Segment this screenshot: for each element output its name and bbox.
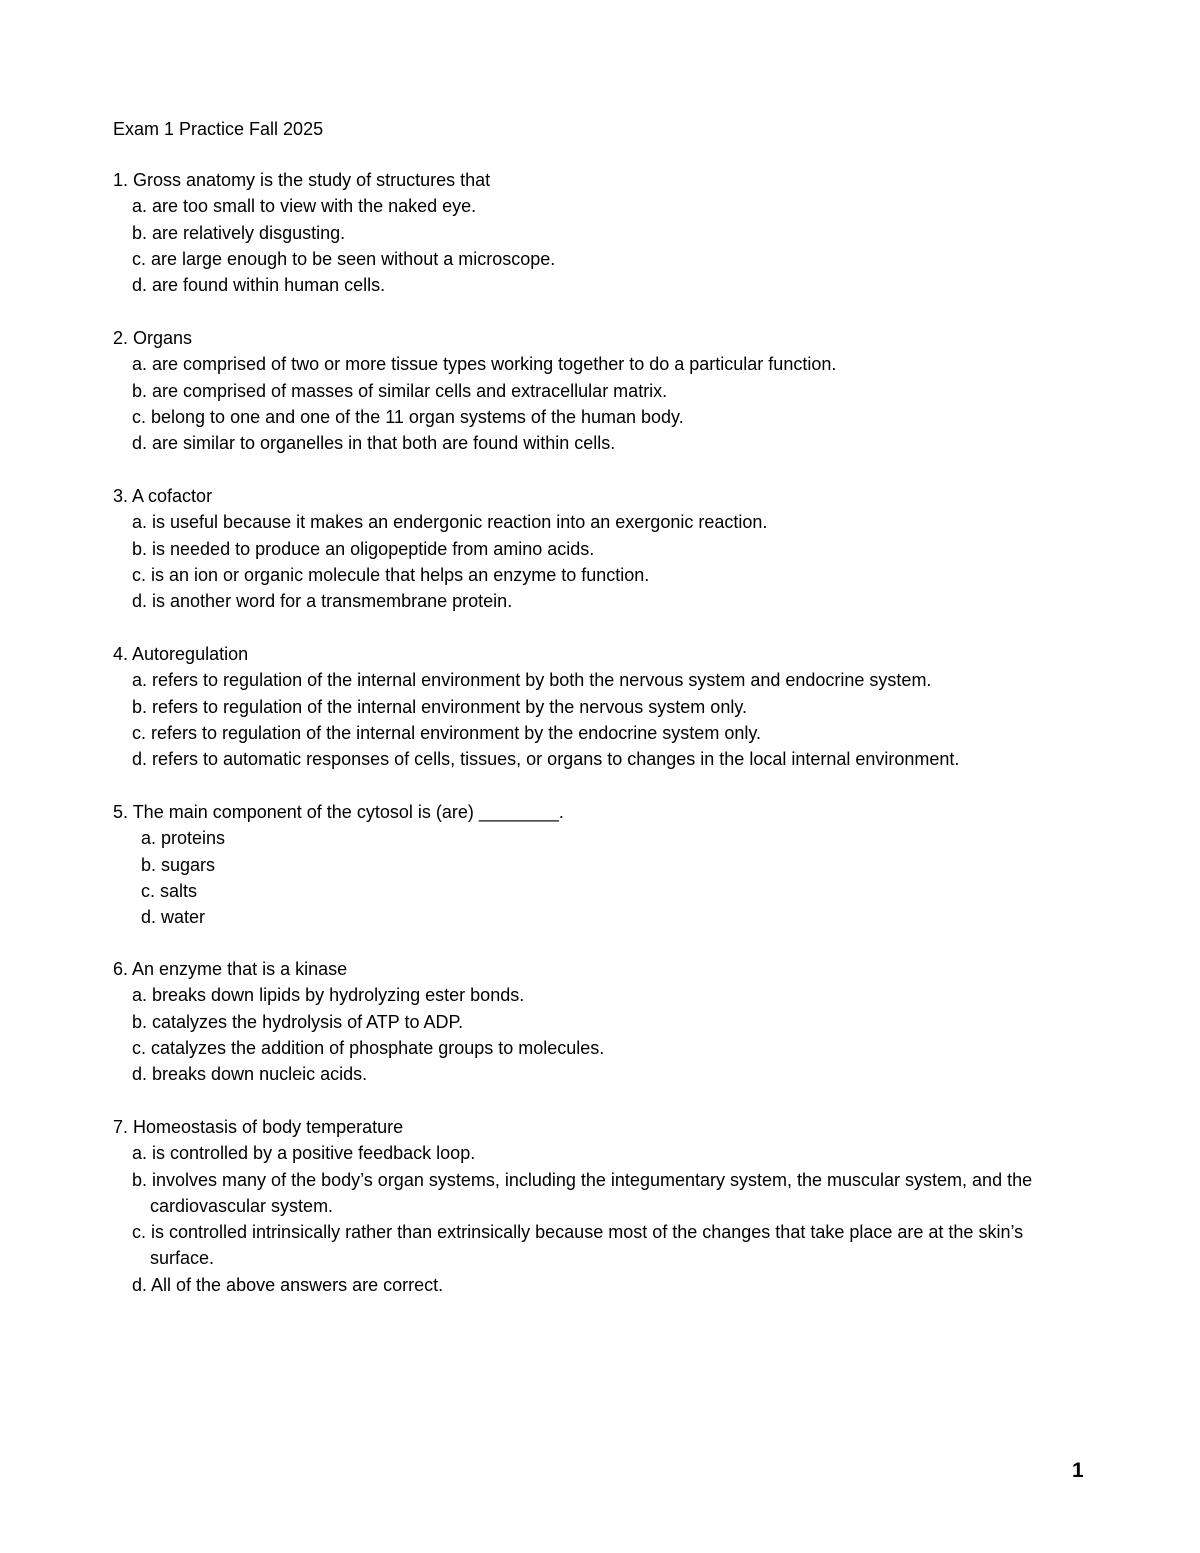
answer-option-b: b. sugars xyxy=(141,854,216,875)
question-stem: 1. Gross anatomy is the study of structures that xyxy=(113,170,491,190)
answer-option-c: c. is an ion or organic molecule that helps an enzyme to function. xyxy=(132,564,650,585)
answer-option-a: a. breaks down lipids by hydrolyzing ester bonds. xyxy=(132,985,525,1006)
question-stem: 4. Autoregulation xyxy=(113,644,249,664)
answer-option-b: b. catalyzes the hydrolysis of ATP to ADP. xyxy=(132,1011,464,1032)
question-5 xyxy=(113,799,1073,930)
answer-option-b: b. are comprised of masses of similar cells and extracellular matrix. xyxy=(132,380,668,401)
answer-option-d: d. is another word for a transmembrane protein. xyxy=(132,591,513,612)
answer-option-a: a. are too small to view with the naked eye. xyxy=(132,196,477,217)
answer-option-c: c. catalyzes the addition of phosphate groups to molecules. xyxy=(132,1037,605,1058)
question-stem: 6. An enzyme that is a kinase xyxy=(113,959,348,979)
question-3 xyxy=(113,483,1073,614)
answer-option-a: a. proteins xyxy=(141,828,226,849)
answer-option-c: c. is controlled intrinsically rather than extrinsically because most of the changes that take place are at the skin’s surface. xyxy=(132,1222,1024,1269)
answer-option-b: b. involves many of the body’s organ systems, including the integumentary system, the muscular system, and the cardiovascular system. xyxy=(132,1169,1033,1216)
answer-option-b: b. is needed to produce an oligopeptide from amino acids. xyxy=(132,538,595,559)
answer-option-c: c. refers to regulation of the internal environment by the endocrine system only. xyxy=(132,722,761,743)
answer-option-a: a. is useful because it makes an endergonic reaction into an exergonic reaction. xyxy=(132,512,768,533)
question-1 xyxy=(113,167,1073,298)
question-6 xyxy=(113,956,1073,1087)
question-2 xyxy=(113,325,1073,456)
answer-option-a: a. is controlled by a positive feedback loop. xyxy=(132,1143,476,1164)
question-stem: 3. A cofactor xyxy=(113,486,213,506)
answer-option-a: a. are comprised of two or more tissue types working together to do a particular function. xyxy=(132,354,837,375)
document-title: Exam 1 Practice Fall 2025 xyxy=(113,119,324,139)
question-stem: 7. Homeostasis of body temperature xyxy=(113,1117,404,1137)
question-7 xyxy=(113,1114,1073,1298)
page-number: 1 xyxy=(1072,1459,1084,1482)
answer-option-c: c. salts xyxy=(141,880,198,901)
answer-option-d: d. refers to automatic responses of cells, tissues, or organs to changes in the local internal environment. xyxy=(132,749,960,770)
answer-option-d: d. are similar to organelles in that both are found within cells. xyxy=(132,433,616,454)
answer-option-b: b. refers to regulation of the internal environment by the nervous system only. xyxy=(132,696,747,717)
answer-option-a: a. refers to regulation of the internal environment by both the nervous system and endocrine system. xyxy=(132,670,932,691)
answer-option-d: d. breaks down nucleic acids. xyxy=(132,1064,368,1085)
question-stem: 2. Organs xyxy=(113,328,193,348)
answer-option-c: c. are large enough to be seen without a microscope. xyxy=(132,248,556,269)
answer-option-d: d. All of the above answers are correct. xyxy=(132,1274,444,1295)
answer-option-b: b. are relatively disgusting. xyxy=(132,222,346,243)
answer-option-d: d. water xyxy=(141,907,206,928)
answer-option-d: d. are found within human cells. xyxy=(132,275,386,296)
question-4 xyxy=(113,641,1073,772)
answer-option-c: c. belong to one and one of the 11 organ systems of the human body. xyxy=(132,406,684,427)
question-stem: 5. The main component of the cytosol is (are) ________. xyxy=(113,802,564,822)
